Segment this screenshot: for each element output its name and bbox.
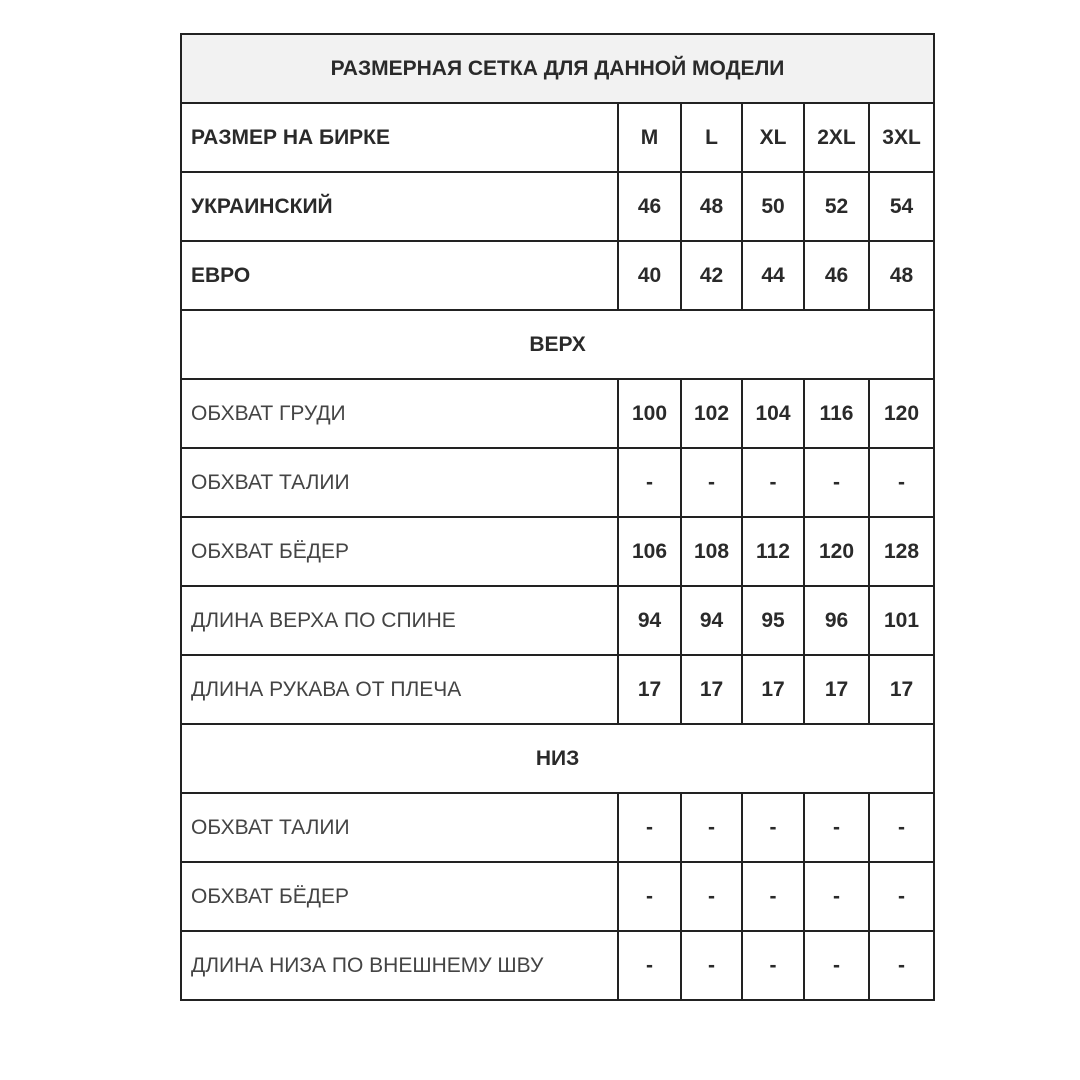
table-cell: 48 — [681, 172, 742, 241]
row-label: ОБХВАТ БЁДЕР — [181, 862, 618, 931]
table-row — [181, 379, 934, 448]
size-xl-header: XL — [742, 103, 804, 172]
row-label: ОБХВАТ ТАЛИИ — [181, 793, 618, 862]
table-cell: 17 — [742, 655, 804, 724]
table-cell: 46 — [804, 241, 869, 310]
table-cell: 112 — [742, 517, 804, 586]
table-row — [181, 862, 934, 931]
table-title: РАЗМЕРНАЯ СЕТКА ДЛЯ ДАННОЙ МОДЕЛИ — [181, 34, 934, 103]
table-cell: 100 — [618, 379, 681, 448]
row-label: ОБХВАТ ГРУДИ — [181, 379, 618, 448]
table-cell: 17 — [618, 655, 681, 724]
table-cell: - — [742, 793, 804, 862]
table-cell: 52 — [804, 172, 869, 241]
table-cell: - — [804, 793, 869, 862]
table-cell: 106 — [618, 517, 681, 586]
table-row — [181, 448, 934, 517]
table-cell: 120 — [869, 379, 934, 448]
table-row — [181, 586, 934, 655]
row-label: ДЛИНА ВЕРХА ПО СПИНЕ — [181, 586, 618, 655]
table-cell: 48 — [869, 241, 934, 310]
table-cell: 95 — [742, 586, 804, 655]
table-cell: 104 — [742, 379, 804, 448]
table-cell: - — [681, 931, 742, 1000]
size-m-header: M — [618, 103, 681, 172]
table-cell: 54 — [869, 172, 934, 241]
size-2xl-header: 2XL — [804, 103, 869, 172]
table-cell: 94 — [681, 586, 742, 655]
table-cell: - — [742, 448, 804, 517]
table-cell: - — [618, 862, 681, 931]
table-row — [181, 241, 934, 310]
section-row — [181, 310, 934, 379]
table-cell: - — [869, 931, 934, 1000]
table-cell: - — [869, 793, 934, 862]
size-l-header: L — [681, 103, 742, 172]
table-cell: 17 — [681, 655, 742, 724]
size-chart-table — [180, 33, 935, 1001]
table-cell: 128 — [869, 517, 934, 586]
table-cell: 42 — [681, 241, 742, 310]
section-row — [181, 724, 934, 793]
table-cell: 116 — [804, 379, 869, 448]
table-cell: 102 — [681, 379, 742, 448]
table-cell: 17 — [869, 655, 934, 724]
table-cell: 101 — [869, 586, 934, 655]
row-label: ОБХВАТ БЁДЕР — [181, 517, 618, 586]
table-row — [181, 931, 934, 1000]
row-label: ОБХВАТ ТАЛИИ — [181, 448, 618, 517]
table-cell: 108 — [681, 517, 742, 586]
table-row — [181, 793, 934, 862]
table-cell: - — [742, 862, 804, 931]
table-cell: - — [804, 931, 869, 1000]
table-cell: 120 — [804, 517, 869, 586]
size-3xl-header: 3XL — [869, 103, 934, 172]
section-title-bottom: НИЗ — [181, 724, 934, 793]
table-cell: - — [681, 448, 742, 517]
table-cell: - — [869, 862, 934, 931]
table-cell: 50 — [742, 172, 804, 241]
table-cell: - — [618, 931, 681, 1000]
table-cell: - — [618, 793, 681, 862]
table-row — [181, 517, 934, 586]
table-row — [181, 655, 934, 724]
table-cell: - — [869, 448, 934, 517]
table-cell: - — [681, 793, 742, 862]
row-label: ДЛИНА НИЗА ПО ВНЕШНЕМУ ШВУ — [181, 931, 618, 1000]
row-label: ЕВРО — [181, 241, 618, 310]
table-cell: - — [618, 448, 681, 517]
table-cell: 17 — [804, 655, 869, 724]
table-cell: - — [681, 862, 742, 931]
table-cell: 46 — [618, 172, 681, 241]
table-cell: 40 — [618, 241, 681, 310]
table-cell: - — [804, 862, 869, 931]
table-cell: 96 — [804, 586, 869, 655]
title-row — [181, 34, 934, 103]
row-label: ДЛИНА РУКАВА ОТ ПЛЕЧА — [181, 655, 618, 724]
table-row — [181, 172, 934, 241]
table-cell: - — [742, 931, 804, 1000]
row-label: УКРАИНСКИЙ — [181, 172, 618, 241]
table-cell: 94 — [618, 586, 681, 655]
table-cell: 44 — [742, 241, 804, 310]
section-title-top: ВЕРХ — [181, 310, 934, 379]
table-cell: - — [804, 448, 869, 517]
size-label-header: РАЗМЕР НА БИРКЕ — [181, 103, 618, 172]
size-header-row — [181, 103, 934, 172]
